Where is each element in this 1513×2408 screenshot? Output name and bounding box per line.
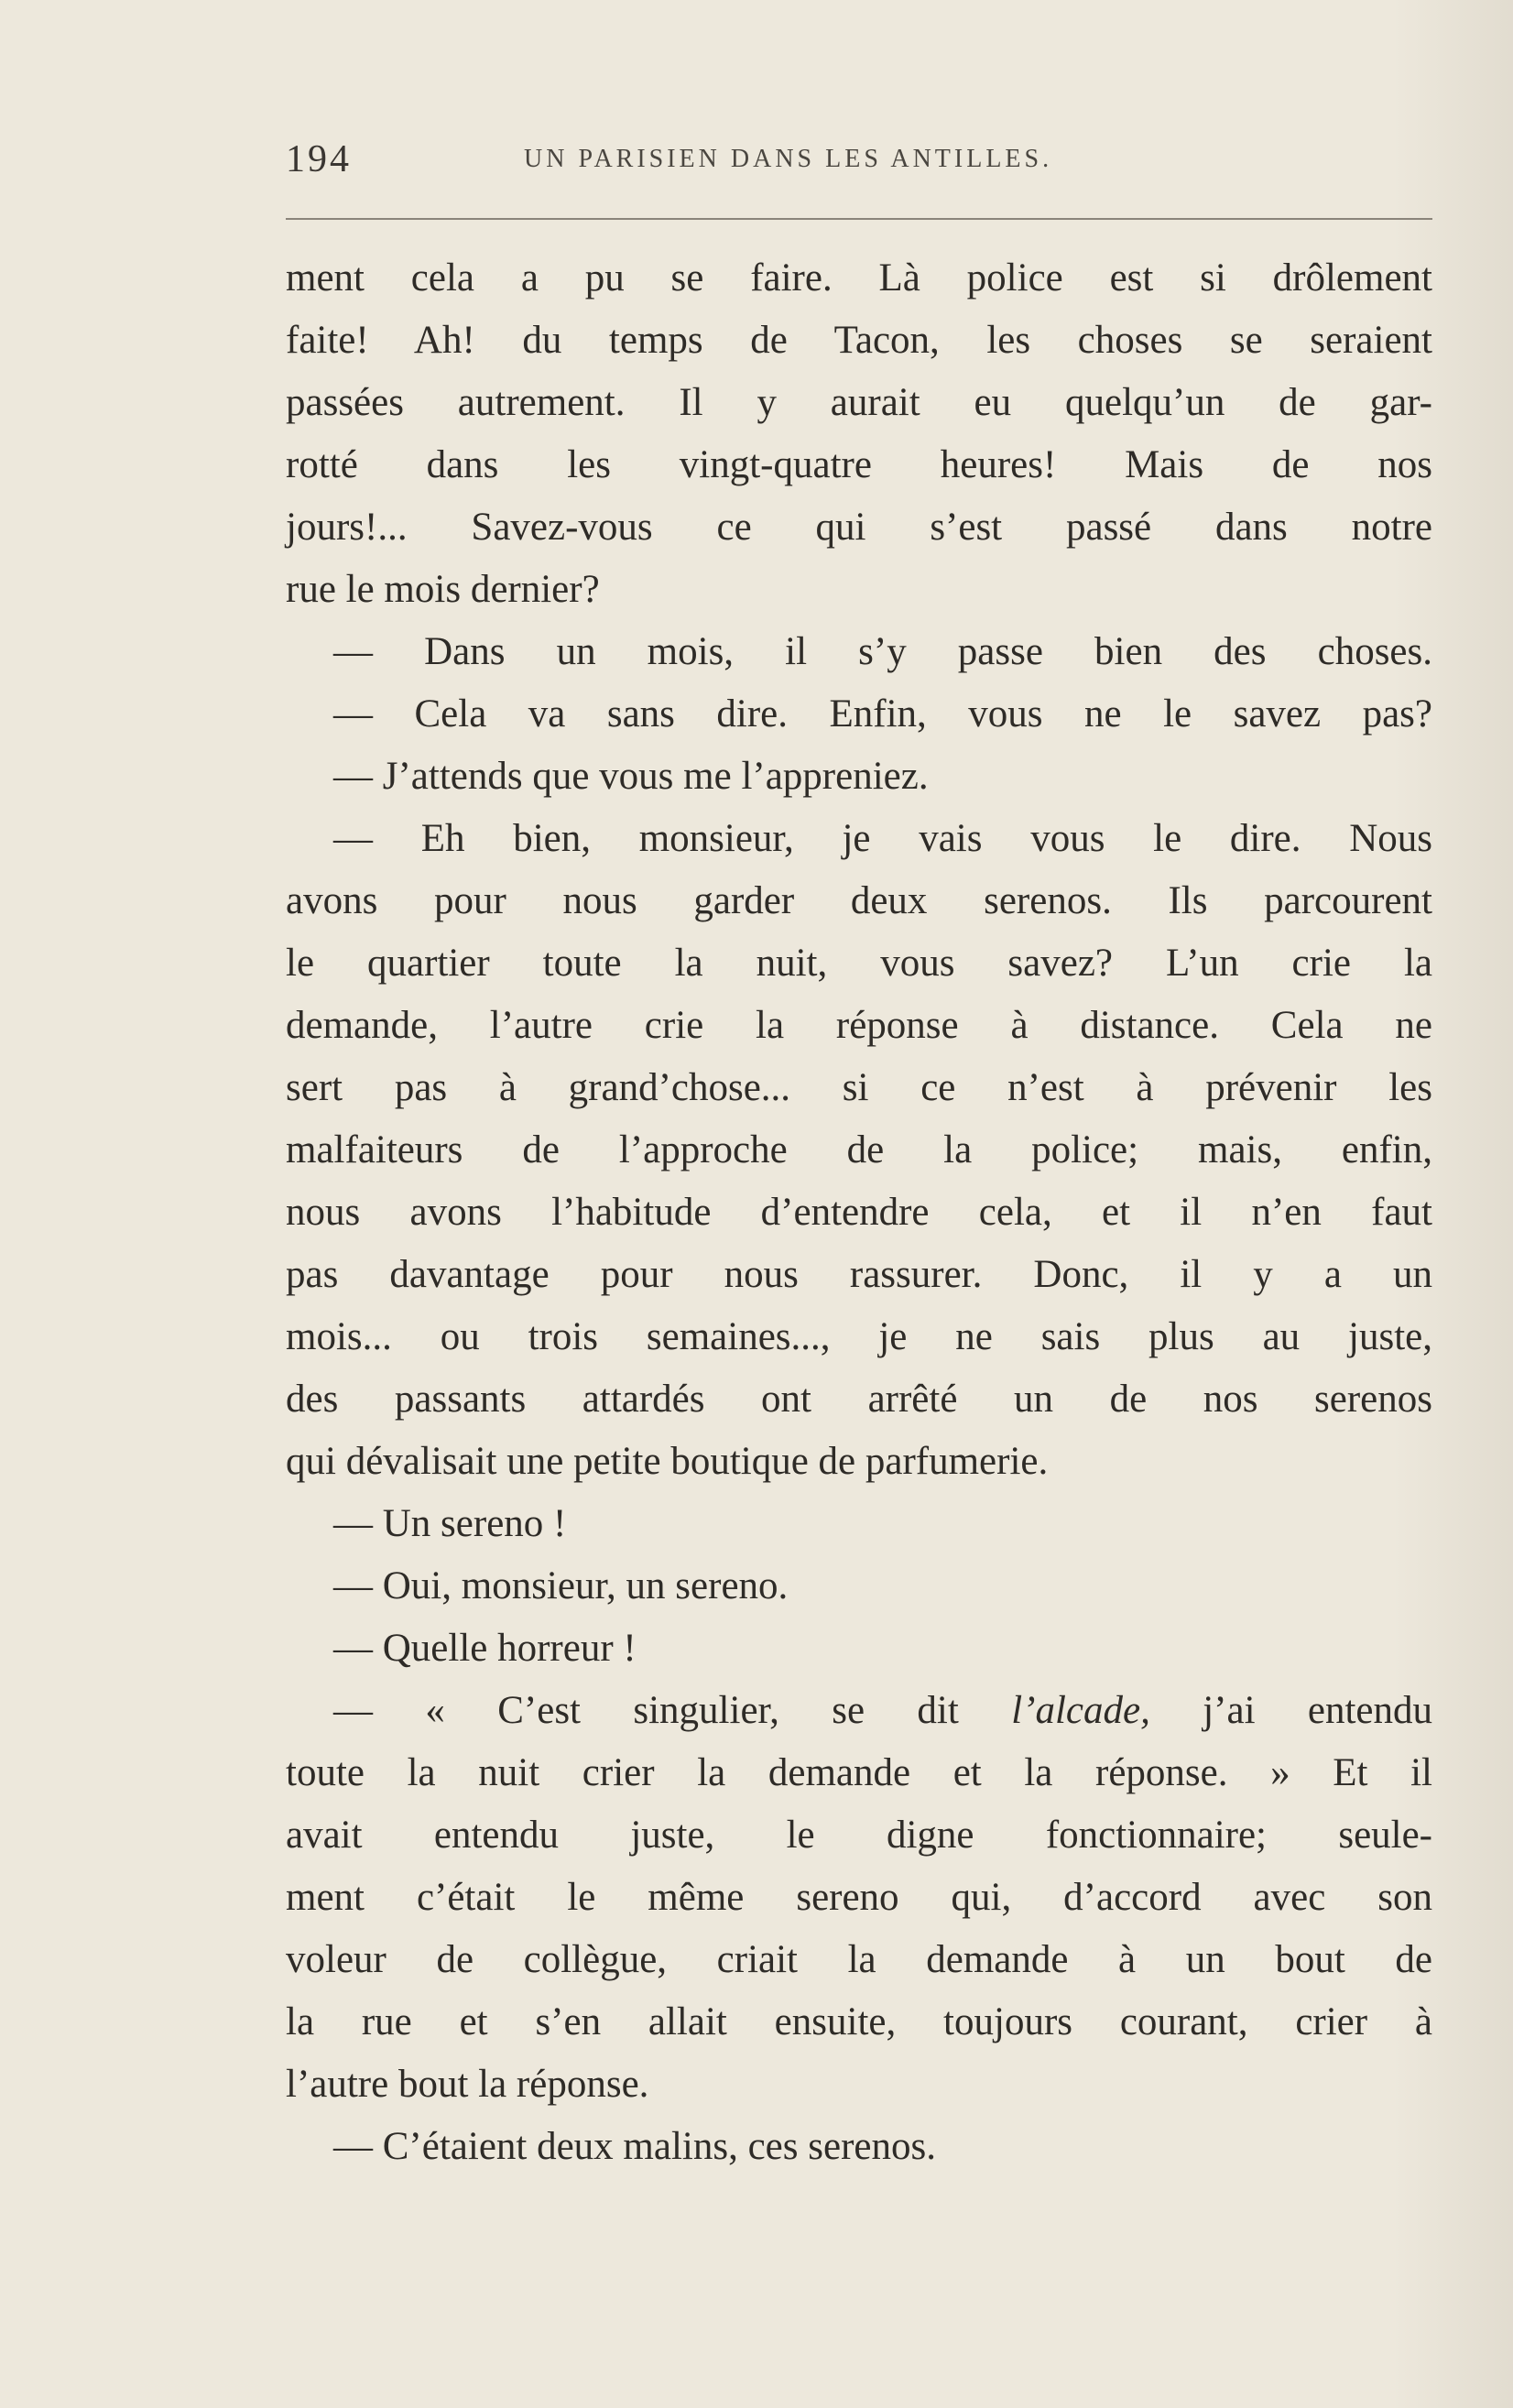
text-line: ment cela a pu se faire. Là police est si drôlement — [286, 256, 1432, 300]
text-line: malfaiteurs de l’approche de la police; mais, enfin, — [286, 1128, 1432, 1171]
text-line: — Dans un mois, il s’y passe bien des choses. — [333, 630, 1432, 673]
italic-word: l’alcade, — [1011, 1689, 1150, 1732]
text-line: l’autre bout la réponse. — [286, 2063, 649, 2106]
text-line: mois... ou trois semaines..., je ne sais plus au juste, — [286, 1315, 1432, 1358]
text-line: qui dévalisait une petite boutique de parfumerie. — [286, 1440, 1049, 1483]
text-line: rotté dans les vingt-quatre heures! Mais de nos — [286, 443, 1432, 486]
running-title: UN PARISIEN DANS LES ANTILLES. — [524, 145, 1053, 173]
text-line: — Oui, monsieur, un sereno. — [333, 1564, 789, 1607]
text-line: — J’attends que vous me l’appreniez. — [333, 755, 929, 798]
text-line: passées autrement. Il y aurait eu quelqu’un de gar- — [286, 381, 1432, 424]
body-text — [286, 247, 1432, 2178]
text-line: voleur de collègue, criait la demande à un bout de — [286, 1938, 1432, 1981]
text-line: faite! Ah! du temps de Tacon, les choses se seraient — [286, 319, 1432, 362]
page-number: 194 — [286, 138, 352, 180]
text-line: rue le mois dernier? — [286, 568, 600, 611]
text-line: nous avons l’habitude d’entendre cela, et il n’en faut — [286, 1191, 1432, 1234]
text-line: — Cela va sans dire. Enfin, vous ne le savez pas? — [333, 692, 1432, 735]
header-rule — [286, 218, 1432, 220]
text-line: — C’étaient deux malins, ces serenos. — [333, 2125, 936, 2168]
text-segment: — « C’est singulier, se dit — [333, 1689, 1012, 1732]
text-segment: j’ai entendu — [1149, 1689, 1432, 1732]
text-line: — Un sereno ! — [333, 1502, 567, 1545]
text-line: le quartier toute la nuit, vous savez? L’un crie la — [286, 942, 1432, 985]
text-line: jours!... Savez-vous ce qui s’est passé dans notre — [286, 506, 1432, 549]
text-line: avons pour nous garder deux serenos. Ils parcourent — [286, 879, 1432, 922]
text-line: sert pas à grand’chose... si ce n’est à prévenir les — [286, 1066, 1432, 1109]
text-line: — Eh bien, monsieur, je vais vous le dire. Nous — [333, 817, 1432, 860]
text-line: ment c’était le même sereno qui, d’accord avec son — [286, 1876, 1432, 1919]
text-line: pas davantage pour nous rassurer. Donc, il y a un — [286, 1253, 1432, 1296]
text-line: la rue et s’en allait ensuite, toujours courant, crier à — [286, 2000, 1432, 2043]
text-line: avait entendu juste, le digne fonctionnaire; seule- — [286, 1814, 1432, 1857]
text-line: demande, l’autre crie la réponse à distance. Cela ne — [286, 1004, 1432, 1047]
running-head — [286, 137, 1432, 192]
text-line — [286, 1680, 1432, 1742]
text-line: des passants attardés ont arrêté un de nos serenos — [286, 1378, 1432, 1421]
text-line: — Quelle horreur ! — [333, 1627, 637, 1670]
text-line: toute la nuit crier la demande et la réponse. » Et il — [286, 1751, 1432, 1794]
